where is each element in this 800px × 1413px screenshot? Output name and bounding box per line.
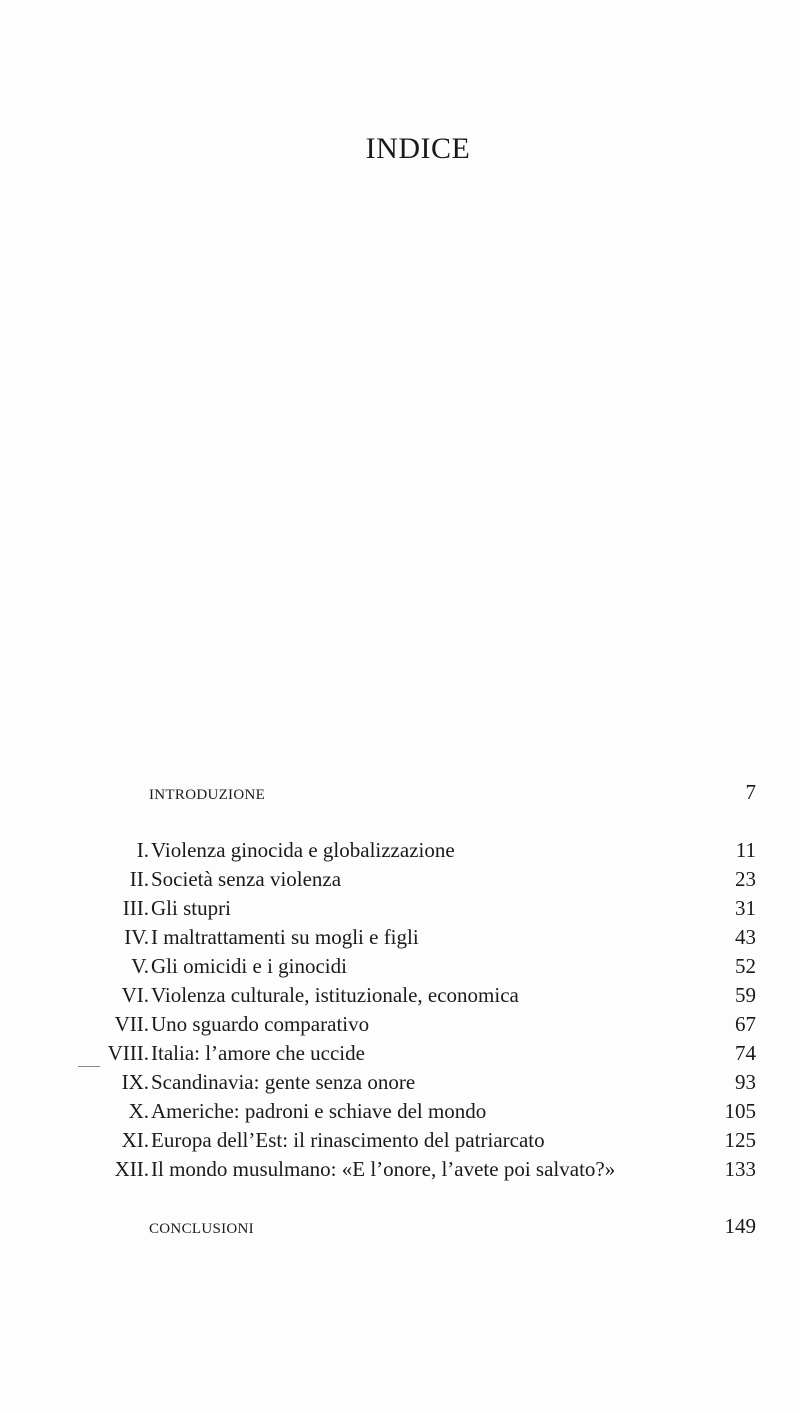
chapter-numeral: XII. xyxy=(114,1157,149,1181)
toc-entry-8 xyxy=(0,1039,800,1068)
conclusion-entry xyxy=(149,1214,756,1244)
chapter-numeral: VI. xyxy=(121,983,149,1007)
chapter-numeral: VII. xyxy=(114,1012,149,1036)
chapter-title: Europa dell’Est: il rinascimento del patriarcato xyxy=(151,1128,545,1152)
chapter-numeral: IV. xyxy=(124,925,149,949)
chapter-title: Italia: l’amore che uccide xyxy=(151,1041,365,1065)
toc-entry-1 xyxy=(0,836,800,865)
chapter-numeral: IX. xyxy=(121,1070,149,1094)
chapter-page-number: 74 xyxy=(735,1041,756,1065)
chapter-numeral: VIII. xyxy=(107,1041,149,1065)
conclusion-page-number: 149 xyxy=(724,1214,756,1238)
chapter-numeral: XI. xyxy=(121,1128,149,1152)
chapter-page-number: 59 xyxy=(735,983,756,1007)
toc-entry-4 xyxy=(0,923,800,952)
chapter-title: I maltrattamenti su mogli e figli xyxy=(151,925,419,949)
chapter-title: Il mondo musulmano: «E l’onore, l’avete poi salvato?» xyxy=(151,1157,616,1181)
toc-entry-12 xyxy=(0,1155,800,1184)
introduction-entry xyxy=(149,780,756,810)
chapter-title: Società senza violenza xyxy=(151,867,342,891)
chapter-numeral: III. xyxy=(122,896,149,920)
chapter-numeral: V. xyxy=(131,954,149,978)
toc-entry-9 xyxy=(0,1068,800,1097)
chapter-page-number: 67 xyxy=(735,1012,756,1036)
chapter-title: Uno sguardo comparativo xyxy=(151,1012,370,1036)
toc-entry-2 xyxy=(0,865,800,894)
conclusion-label: CONCLUSIONI xyxy=(149,1221,254,1237)
toc-entry-11 xyxy=(0,1126,800,1155)
toc-entry-10 xyxy=(0,1097,800,1126)
chapter-numeral: II. xyxy=(129,867,149,891)
toc-entry-6 xyxy=(0,981,800,1010)
chapter-page-number: 31 xyxy=(735,896,756,920)
chapter-page-number: 52 xyxy=(735,954,756,978)
chapter-title: Scandinavia: gente senza onore xyxy=(151,1070,416,1094)
table-of-contents xyxy=(0,836,800,1184)
chapter-numeral: I. xyxy=(136,838,149,862)
chapter-title: Violenza culturale, istituzionale, economica xyxy=(151,983,519,1007)
chapter-page-number: 43 xyxy=(735,925,756,949)
chapter-page-number: 105 xyxy=(724,1099,756,1123)
chapter-title: Gli stupri xyxy=(151,896,231,920)
chapter-title: Gli omicidi e i ginocidi xyxy=(151,954,347,978)
chapter-page-number: 125 xyxy=(724,1128,756,1152)
introduction-label: INTRODUZIONE xyxy=(149,787,266,803)
toc-entry-3 xyxy=(0,894,800,923)
page-title: INDICE xyxy=(365,132,471,165)
chapter-page-number: 23 xyxy=(735,867,756,891)
chapter-numeral: X. xyxy=(128,1099,149,1123)
chapter-page-number: 93 xyxy=(735,1070,756,1094)
pencil-mark xyxy=(78,1066,100,1067)
chapter-title: Violenza ginocida e globalizzazione xyxy=(151,838,455,862)
chapter-page-number: 11 xyxy=(735,838,756,862)
chapter-page-number: 133 xyxy=(724,1157,756,1181)
toc-entry-7 xyxy=(0,1010,800,1039)
toc-entry-5 xyxy=(0,952,800,981)
chapter-title: Americhe: padroni e schiave del mondo xyxy=(151,1099,487,1123)
introduction-page-number: 7 xyxy=(745,780,756,804)
